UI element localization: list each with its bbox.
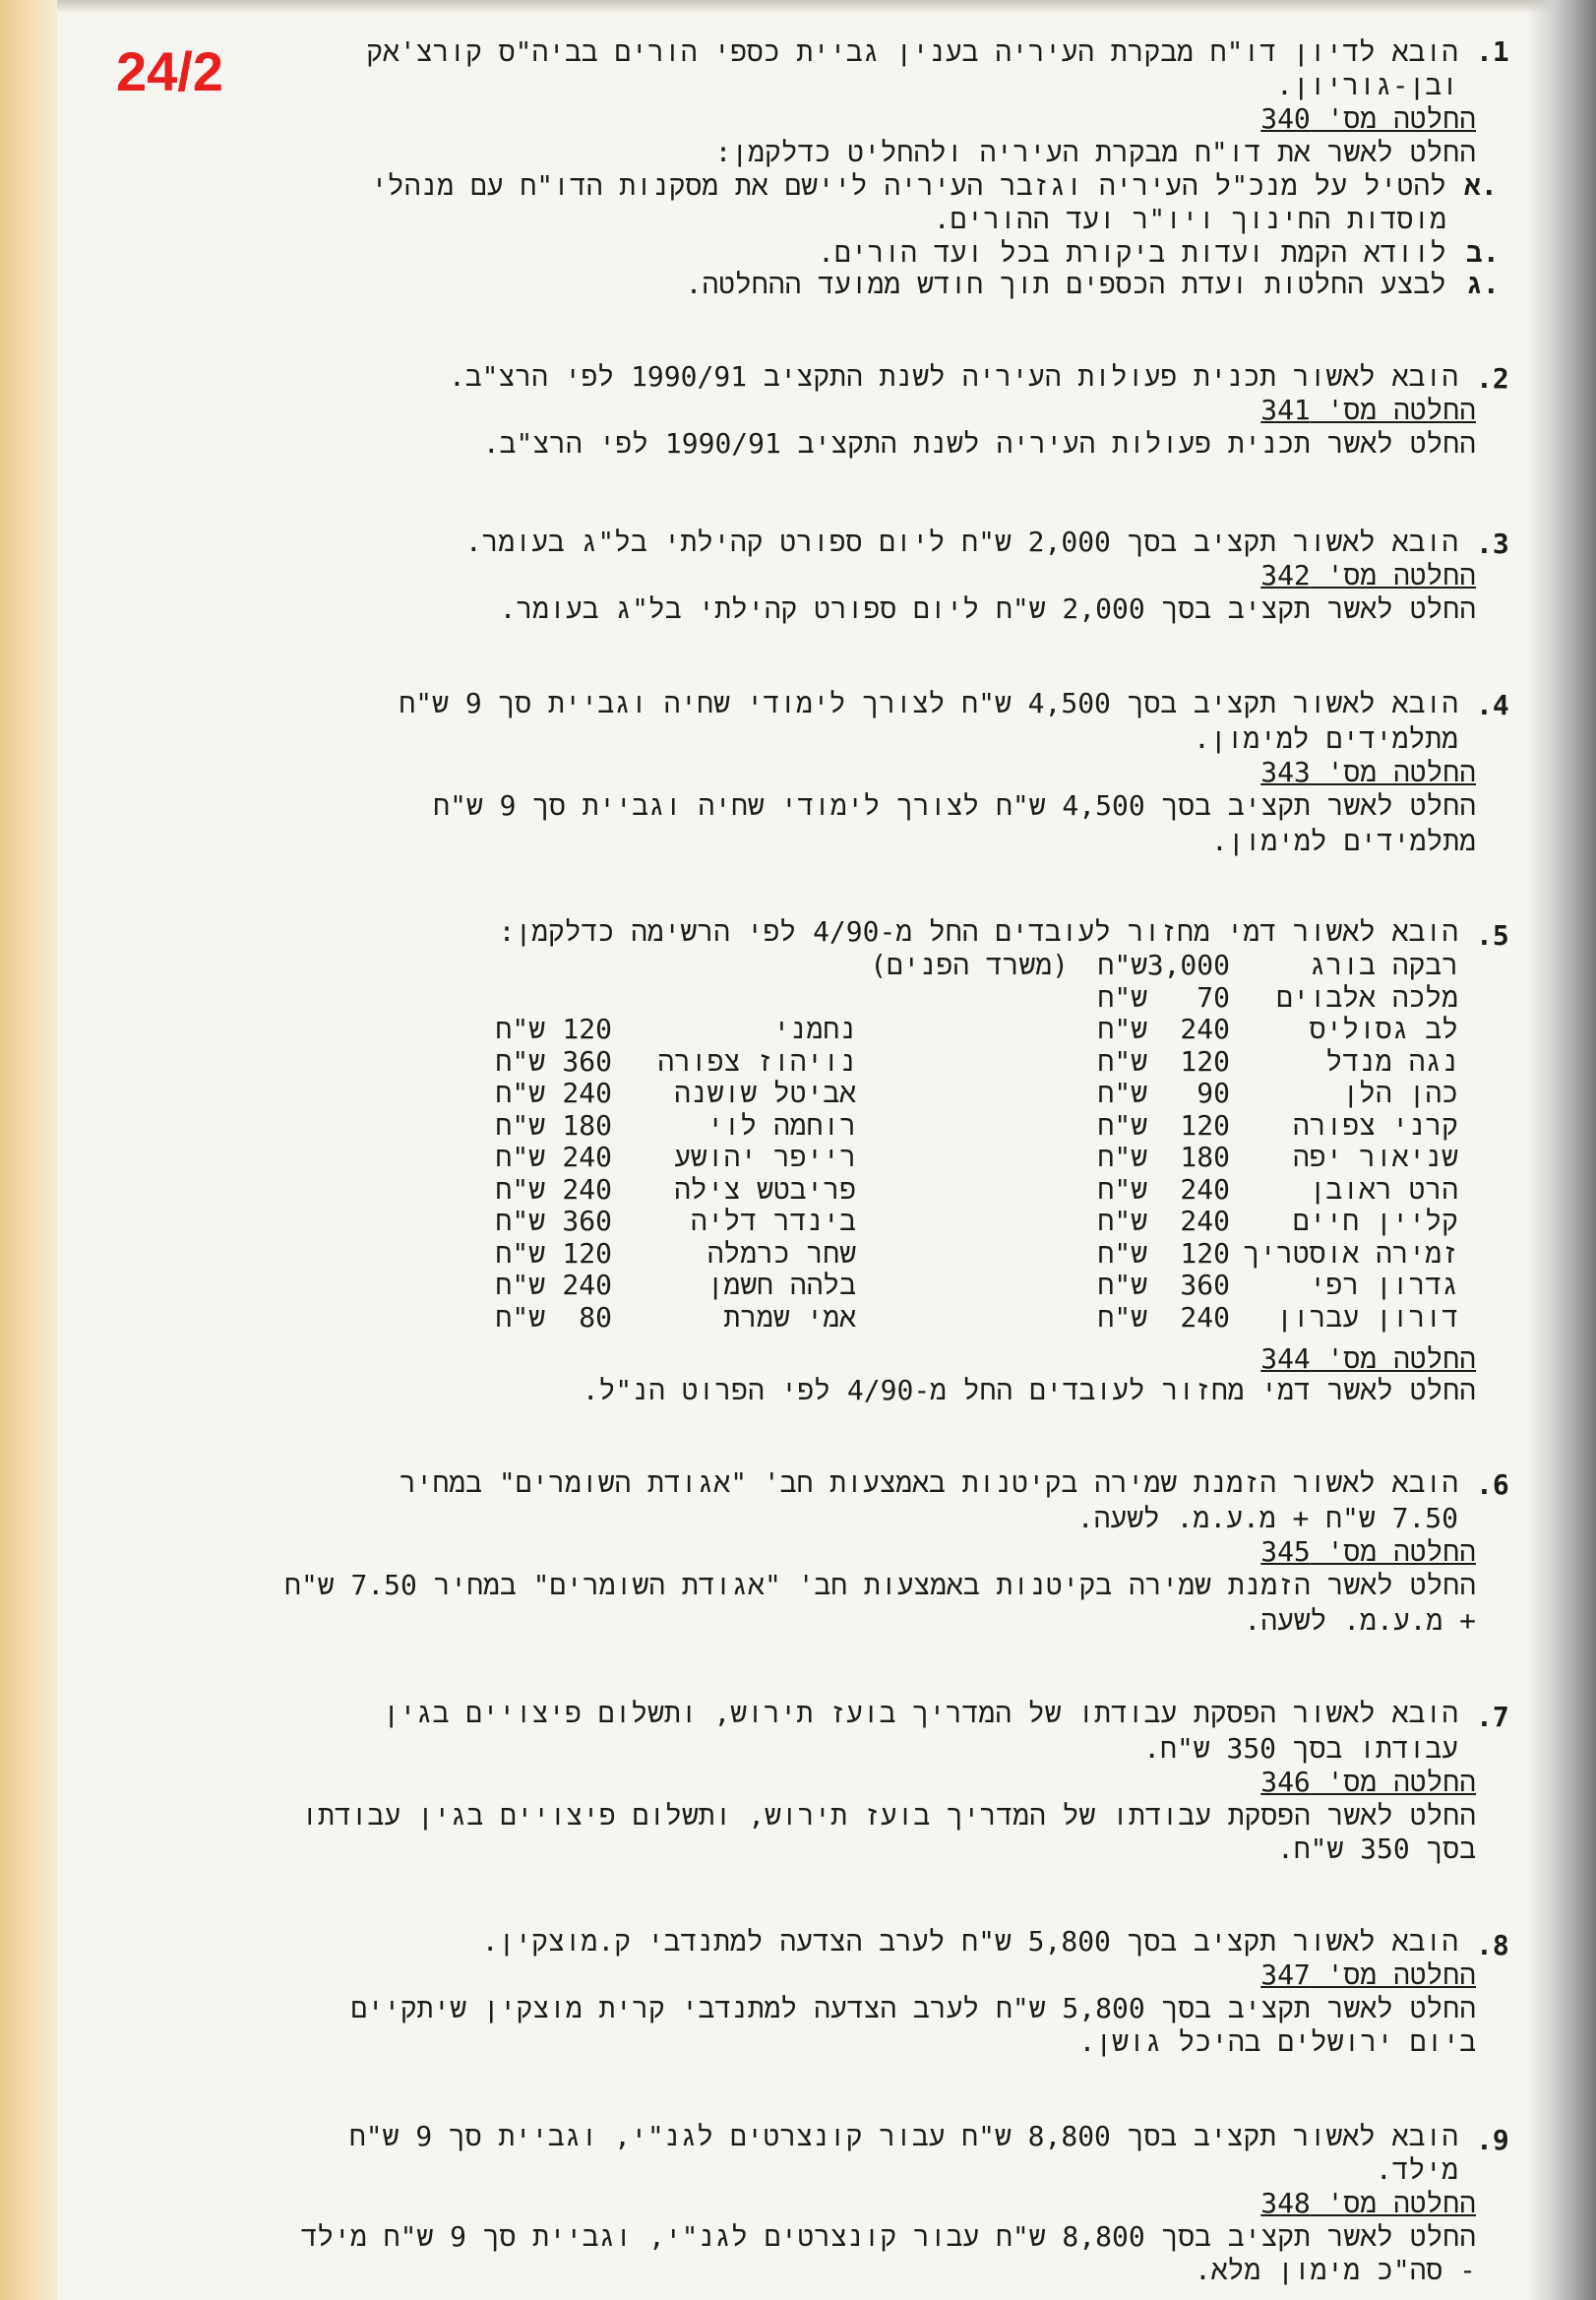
payee-unit: ש"ח	[495, 1045, 545, 1078]
payee-name: בינדר דליה	[690, 1205, 856, 1237]
item-number: .4	[1476, 689, 1509, 721]
decision-line: מתלמידים למימון.	[1211, 825, 1476, 857]
proposal-line: הובא לאשור הזמנת שמירה בקיטנות באמצעות חב' "אגודת השומרים" במחיר	[399, 1466, 1458, 1499]
payee-name: נויהוז צפורה	[657, 1045, 856, 1078]
decision-line: החלט לאשר תקציב בסך 5,800 ש"ח לערב הצדעה למתנדבי קרית מוצקין שיתקיים	[350, 1992, 1476, 2024]
payee-name: פריבטש צילה	[674, 1173, 856, 1206]
payee-name: שניאור יפה	[1292, 1141, 1458, 1173]
decision-line: בסך 350 ש"ח.	[1276, 1833, 1476, 1865]
payee-name: רבקה בורג	[1309, 949, 1458, 981]
payee-name: גדרון רפי	[1309, 1269, 1458, 1301]
proposal-line: הובא לאשור תקציב בסך 8,800 ש"ח עבור קונצרטים לגנ"י, וגביית סך 9 ש"ח	[348, 2120, 1458, 2152]
payee-name: שחר כרמלה	[706, 1237, 856, 1270]
scan-top-edge	[0, 0, 1596, 14]
payee-name: נחמני	[772, 1013, 856, 1045]
proposal-line: הובא לאשור תכנית פעולות העיריה לשנת התקציב 1990/91 לפי הרצ"ב.	[449, 360, 1458, 393]
payee-amount: 70	[1197, 981, 1230, 1014]
decision-number: החלטה מס' 342	[1260, 559, 1476, 591]
payee-amount: 360	[1180, 1269, 1230, 1301]
payee-unit: ש"ח	[1097, 1301, 1147, 1334]
payee-unit: ש"ח	[1097, 1045, 1147, 1078]
page-stamp-label: 24/2	[116, 40, 223, 102]
decision-line: ביום ירושלים בהיכל גושן.	[1078, 2025, 1476, 2058]
sub-item-line: מוסדות החינוך ויו"ר ועד ההורים.	[933, 203, 1446, 235]
decision-number: החלטה מס' 343	[1260, 756, 1476, 788]
payee-name: אביטל שושנה	[674, 1077, 856, 1109]
payee-name: אמי שמרת	[723, 1301, 856, 1334]
payee-name: קליין חיים	[1292, 1205, 1458, 1237]
proposal-line: הובא לאשור תקציב בסך 5,800 ש"ח לערב הצדעה למתנדבי ק.מוצקין.	[481, 1925, 1458, 1958]
proposal-line: מתלמידים למימון.	[1194, 722, 1458, 755]
decision-line: החלט לאשר את דו"ח מבקרת העיריה ולהחליט כדלקמן:	[714, 136, 1476, 168]
item-number: .5	[1476, 919, 1509, 952]
decision-line: החלט לאשר הזמנת שמירה בקיטנות באמצעות חב' "אגודת השומרים" במחיר 7.50 ש"ח	[284, 1569, 1476, 1601]
payee-name: דורון עברון	[1276, 1301, 1458, 1334]
payee-unit: ש"ח	[495, 1077, 545, 1109]
proposal-line: מילד.	[1375, 2153, 1458, 2186]
sub-item-line: לוודא הקמת ועדות ביקורת בכל ועד הורים.	[818, 236, 1446, 269]
proposal-line: עבודתו בסך 350 ש"ח.	[1143, 1732, 1458, 1765]
payee-unit: ש"ח	[495, 1237, 545, 1270]
payee-amount: 360	[562, 1045, 612, 1078]
payee-amount: 240	[562, 1173, 612, 1206]
decision-number: החלטה מס' 347	[1260, 1958, 1476, 1991]
payee-unit: ש"ח	[1097, 1077, 1147, 1109]
proposal-line: הובא לאשור הפסקת עבודתו של המדריך בועז תירוש, ותשלום פיצויים בגין	[383, 1697, 1458, 1729]
proposal-line: ובן-גוריון.	[1276, 69, 1458, 101]
payee-name: הרט ראובן	[1309, 1173, 1458, 1206]
payee-amount: 120	[1180, 1045, 1230, 1078]
payee-unit: ש"ח	[495, 1109, 545, 1142]
decision-number: החלטה מס' 346	[1260, 1766, 1476, 1798]
payee-amount: 240	[1180, 1205, 1230, 1237]
decision-number: החלטה מס' 340	[1260, 102, 1476, 135]
payee-unit: ש"ח	[495, 1141, 545, 1173]
payee-amount: 180	[1180, 1141, 1230, 1173]
payee-unit: ש"ח	[495, 1301, 545, 1334]
payee-amount: 90	[1197, 1077, 1230, 1109]
payee-amount: 3,000	[1146, 949, 1230, 981]
decision-number: החלטה מס' 344	[1260, 1342, 1476, 1375]
payee-unit: ש"ח	[495, 1173, 545, 1206]
payee-amount: 120	[562, 1013, 612, 1045]
payee-name: כהן הלן	[1342, 1077, 1458, 1109]
payee-unit: ש"ח	[495, 1205, 545, 1237]
decision-line: החלט לאשר תכנית פעולות העיריה לשנת התקציב 1990/91 לפי הרצ"ב.	[482, 427, 1476, 460]
binding-strip	[0, 0, 57, 2300]
payee-amount: 240	[1180, 1173, 1230, 1206]
payee-unit: ש"ח	[1097, 949, 1147, 981]
proposal-line: הובא לאשור תקציב בסך 4,500 ש"ח לצורך לימודי שחיה וגביית סך 9 ש"ח	[399, 687, 1458, 719]
item-number: .7	[1476, 1701, 1509, 1733]
payee-unit: ש"ח	[1097, 1109, 1147, 1142]
payee-note: (משרד הפנים)	[870, 949, 1069, 981]
payee-name: נגה מנדל	[1325, 1045, 1458, 1078]
payee-amount: 240	[562, 1269, 612, 1301]
sub-item-marker: ב.	[1466, 236, 1500, 269]
sub-item-marker: א.	[1464, 169, 1498, 202]
payee-amount: 240	[562, 1141, 612, 1173]
item-number: .8	[1476, 1929, 1509, 1961]
payee-unit: ש"ח	[1097, 981, 1147, 1014]
payee-name: זמירה אוסטריך	[1243, 1237, 1458, 1270]
payee-unit: ש"ח	[495, 1013, 545, 1045]
proposal-line: הובא לאשור דמי מחזור לעובדים החל מ-4/90 לפי הרשימה כדלקמן:	[498, 915, 1458, 948]
payee-unit: ש"ח	[1097, 1141, 1147, 1173]
payee-unit: ש"ח	[495, 1269, 545, 1301]
payee-amount: 240	[562, 1077, 612, 1109]
payee-name: בלהה חשמן	[706, 1269, 856, 1301]
item-number: .1	[1476, 35, 1509, 68]
item-number: .2	[1476, 362, 1509, 395]
payee-amount: 120	[1180, 1109, 1230, 1142]
payee-amount: 360	[562, 1205, 612, 1237]
payee-amount: 240	[1180, 1013, 1230, 1045]
payee-name: קרני צפורה	[1292, 1109, 1458, 1142]
item-number: .3	[1476, 528, 1509, 560]
payee-amount: 240	[1180, 1301, 1230, 1334]
payee-unit: ש"ח	[1097, 1269, 1147, 1301]
decision-number: החלטה מס' 341	[1260, 394, 1476, 426]
payee-amount: 80	[579, 1301, 612, 1334]
decision-number: החלטה מס' 345	[1260, 1535, 1476, 1568]
decision-line: - סה"כ מימון מלא.	[1195, 2254, 1476, 2286]
proposal-line: 7.50 ש"ח + מ.ע.מ. לשעה.	[1076, 1502, 1458, 1534]
decision-line: החלט לאשר הפסקת עבודתו של המדריך בועז תירוש, ותשלום פיצויים בגין עבודתו	[301, 1799, 1476, 1832]
payee-name: מלכה אלבוים	[1276, 981, 1458, 1014]
payee-unit: ש"ח	[1097, 1205, 1147, 1237]
decision-line: החלט לאשר תקציב בסך 2,000 ש"ח ליום ספורט קהילתי בל"ג בעומר.	[499, 592, 1476, 625]
payee-unit: ש"ח	[1097, 1173, 1147, 1206]
decision-line: החלט לאשר תקציב בסך 4,500 ש"ח לצורך לימודי שחיה וגביית סך 9 ש"ח	[433, 789, 1476, 822]
decision-number: החלטה מס' 348	[1260, 2187, 1476, 2219]
proposal-line: הובא לאשור תקציב בסך 2,000 ש"ח ליום ספורט קהילתי בל"ג בעומר.	[464, 526, 1458, 558]
decision-line: החלט לאשר דמי מחזור לעובדים החל מ-4/90 לפי הפרוט הנ"ל.	[582, 1374, 1476, 1406]
sub-item-line: לבצע החלטות ועדת הכספים תוך חודש ממועד ההחלטה.	[685, 268, 1446, 300]
payee-unit: ש"ח	[1097, 1013, 1147, 1045]
payee-name: רייפר יהושע	[674, 1141, 856, 1173]
payee-amount: 120	[562, 1237, 612, 1270]
decision-line: החלט לאשר תקציב בסך 8,800 ש"ח עבור קונצרטים לגנ"י, וגביית סך 9 ש"ח מילד	[300, 2220, 1476, 2253]
item-number: .9	[1476, 2124, 1509, 2156]
payee-unit: ש"ח	[1097, 1237, 1147, 1270]
payee-name: רוחמה לוי	[706, 1109, 856, 1142]
item-number: .6	[1476, 1468, 1509, 1501]
payee-amount: 180	[562, 1109, 612, 1142]
sub-item-line: להטיל על מנכ"ל העיריה וגזבר העיריה ליישם את מסקנות הדו"ח עם מנהלי	[371, 169, 1446, 202]
scan-right-edge	[1527, 0, 1596, 2300]
payee-amount: 120	[1180, 1237, 1230, 1270]
proposal-line: הובא לדיון דו"ח מבקרת העיריה בענין גביית כספי הורים בביה"ס קורצ'אק	[366, 35, 1458, 68]
payee-name: לב גסוליס	[1309, 1013, 1458, 1045]
sub-item-marker: ג.	[1466, 268, 1500, 300]
decision-line: + מ.ע.מ. לשעה.	[1244, 1604, 1476, 1637]
